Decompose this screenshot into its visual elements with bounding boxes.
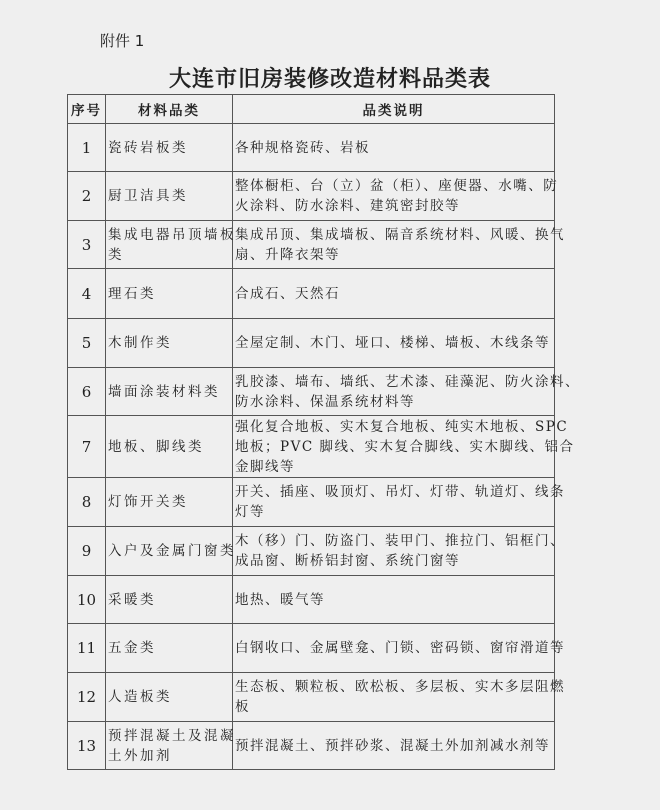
description-cell-line: 成品窗、断桥铝封窗、系统门窗等 xyxy=(235,553,460,569)
row-number: 13 xyxy=(68,722,106,770)
description-cell-line: 地热、暖气等 xyxy=(235,591,325,608)
category-cell xyxy=(106,221,236,269)
materials-table xyxy=(67,94,580,770)
category-cell xyxy=(106,722,236,770)
attachment-label: 附件 1 xyxy=(100,32,145,50)
category-cell-line: 五金类 xyxy=(108,640,156,656)
row-number: 10 xyxy=(68,576,106,624)
table-row xyxy=(68,269,555,319)
category-cell-line: 集成电器吊顶墙板 xyxy=(108,226,236,243)
description-cell xyxy=(233,172,559,221)
table-row xyxy=(68,172,555,221)
row-number: 4 xyxy=(68,269,106,319)
row-number: 11 xyxy=(68,624,106,673)
row-number: 3 xyxy=(68,221,106,269)
description-cell xyxy=(233,673,565,722)
description-cell-line: 灯等 xyxy=(235,504,265,520)
category-cell-line: 预拌混凝土及混凝 xyxy=(108,727,236,744)
description-cell xyxy=(233,368,580,416)
table-row xyxy=(68,576,555,624)
description-cell-line: 金脚线等 xyxy=(235,458,295,475)
description-cell-line: 生态板、颗粒板、欧松板、多层板、实木多层阻燃 xyxy=(235,679,565,695)
category-cell-line: 瓷砖岩板类 xyxy=(108,139,188,156)
description-cell xyxy=(233,722,555,770)
table-row xyxy=(68,624,555,673)
row-number: 6 xyxy=(68,368,106,416)
table-row xyxy=(68,527,555,576)
table-header-row xyxy=(68,95,555,124)
description-cell xyxy=(233,576,555,624)
description-cell xyxy=(233,221,565,269)
category-cell-line: 类 xyxy=(108,246,124,263)
category-cell xyxy=(106,624,233,673)
description-cell-line: 强化复合地板、实木复合地板、纯实木地板、SPC xyxy=(235,418,569,435)
category-cell xyxy=(106,124,233,172)
category-cell-line: 灯饰开关类 xyxy=(108,494,188,510)
category-cell-line: 土外加剂 xyxy=(108,747,172,764)
table-row xyxy=(68,319,555,368)
table-row xyxy=(68,221,555,269)
category-cell xyxy=(106,269,233,319)
category-cell-line: 入户及金属门窗类 xyxy=(108,543,236,559)
description-cell xyxy=(233,416,575,478)
table-row xyxy=(68,368,555,416)
category-cell xyxy=(106,527,236,576)
table-row xyxy=(68,478,555,527)
row-number: 1 xyxy=(68,124,106,172)
document-title: 大连市旧房装修改造材料品类表 xyxy=(168,67,491,92)
category-cell xyxy=(106,416,233,478)
description-cell-line: 乳胶漆、墙布、墙纸、艺术漆、硅藻泥、防火涂料、 xyxy=(235,373,580,390)
description-cell xyxy=(233,269,555,319)
row-number: 7 xyxy=(68,416,106,478)
description-cell xyxy=(233,624,565,673)
description-cell-line: 地板；PVC 脚线、实木复合脚线、实木脚线、铝合 xyxy=(235,438,575,455)
description-cell-line: 防水涂料、保温系统材料等 xyxy=(235,393,415,410)
table-row xyxy=(68,722,555,770)
description-cell-line: 全屋定制、木门、垭口、楼梯、墙板、木线条等 xyxy=(235,335,550,351)
description-cell xyxy=(233,527,565,576)
category-cell-line: 墙面涂装材料类 xyxy=(108,383,220,400)
category-cell-line: 理石类 xyxy=(108,285,156,302)
description-cell-line: 预拌混凝土、预拌砂浆、混凝土外加剂减水剂等 xyxy=(235,737,550,754)
category-cell xyxy=(106,172,233,221)
category-cell xyxy=(106,368,233,416)
header-no: 序号 xyxy=(68,95,106,124)
description-cell-line: 板 xyxy=(235,699,250,715)
description-cell-line: 各种规格瓷砖、岩板 xyxy=(235,139,370,156)
table-row xyxy=(68,124,555,172)
row-number: 5 xyxy=(68,319,106,368)
description-cell-line: 开关、插座、吸顶灯、吊灯、灯带、轨道灯、线条 xyxy=(235,484,565,500)
description-cell-line: 整体橱柜、台（立）盆（柜）、座便器、水嘴、防 xyxy=(235,178,559,194)
description-cell-line: 白钢收口、金属壁龛、门锁、密码锁、窗帘滑道等 xyxy=(235,640,565,656)
description-cell xyxy=(233,319,555,368)
category-cell-line: 木制作类 xyxy=(108,335,172,351)
description-cell-line: 木（移）门、防盗门、装甲门、推拉门、铝框门、 xyxy=(235,533,565,549)
description-cell xyxy=(233,124,555,172)
category-cell-line: 地板、脚线类 xyxy=(108,438,204,455)
table-row xyxy=(68,673,555,722)
category-cell xyxy=(106,319,233,368)
description-cell-line: 扇、升降衣架等 xyxy=(235,246,340,263)
description-cell-line: 火涂料、防水涂料、建筑密封胶等 xyxy=(235,198,460,214)
category-cell-line: 采暖类 xyxy=(108,591,156,608)
category-cell xyxy=(106,673,233,722)
row-number: 12 xyxy=(68,673,106,722)
table-row xyxy=(68,416,555,478)
header-category: 材料品类 xyxy=(106,95,233,124)
description-cell xyxy=(233,478,565,527)
row-number: 8 xyxy=(68,478,106,527)
description-cell-line: 集成吊顶、集成墙板、隔音系统材料、风暖、换气 xyxy=(235,226,565,243)
description-cell-line: 合成石、天然石 xyxy=(235,285,340,302)
category-cell-line: 人造板类 xyxy=(108,689,172,705)
category-cell xyxy=(106,478,233,527)
row-number: 2 xyxy=(68,172,106,221)
category-cell-line: 厨卫洁具类 xyxy=(108,188,188,204)
header-description: 品类说明 xyxy=(233,95,555,124)
category-cell xyxy=(106,576,233,624)
row-number: 9 xyxy=(68,527,106,576)
